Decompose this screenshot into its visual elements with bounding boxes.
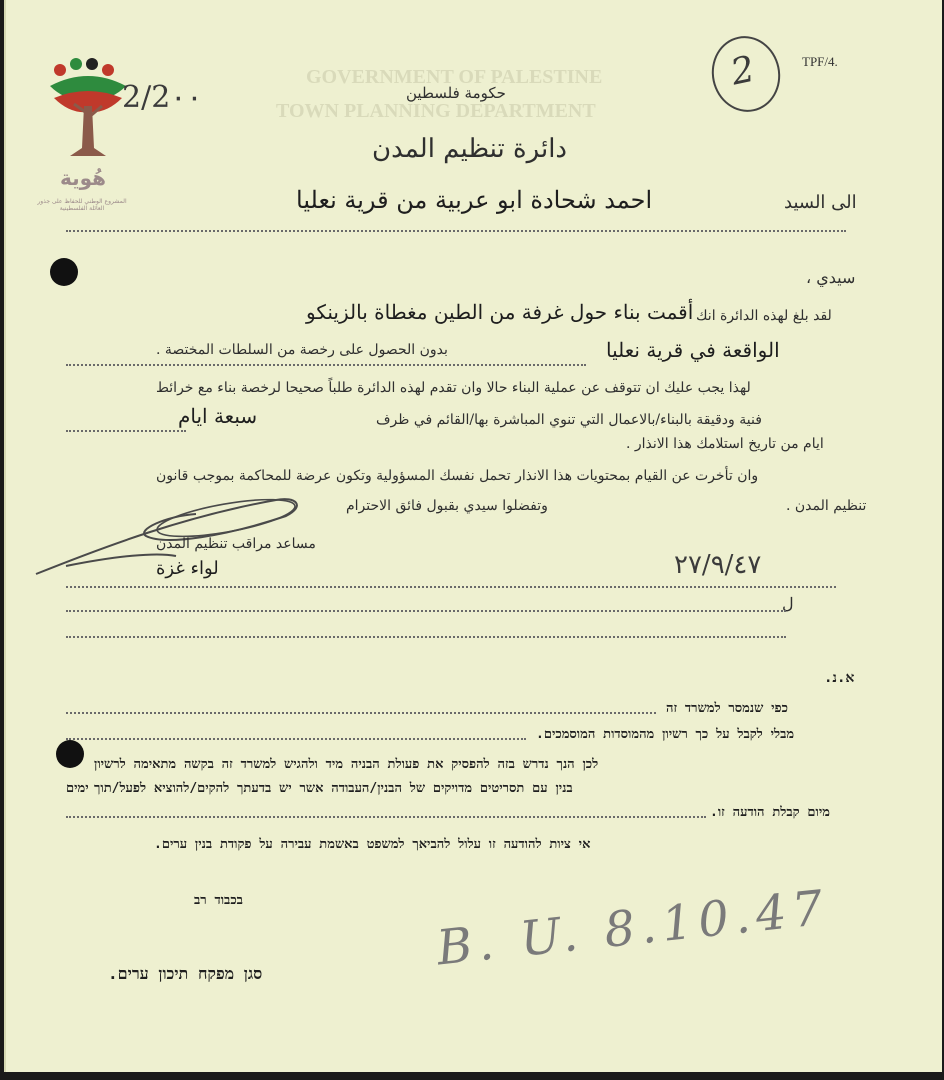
faint-english-heading-1: GOVERNMENT OF PALESTINE	[306, 66, 603, 88]
body-line2-printed: بدون الحصول على رخصة من السلطات المختصة .	[156, 342, 448, 358]
body-line1-printed: لقد بلغ لهذه الدائرة انك	[696, 308, 832, 324]
hebrew-line5-dotted	[66, 816, 706, 818]
body-line1-handwritten: أقمت بناء حول غرفة من الطين مغطاة بالزينكو	[306, 300, 694, 324]
body-line2-handwritten: الواقعة في قرية نعليا	[606, 338, 780, 362]
faint-english-heading-2: TOWN PLANNING DEPARTMENT	[276, 100, 596, 122]
hebrew-line1-dotted	[66, 712, 656, 714]
date-dotted-line	[66, 586, 836, 588]
department-heading: دائرة تنظيم المدن	[372, 134, 568, 164]
circled-page-number: 2	[705, 30, 787, 118]
hebrew-line1: כפי שנמסר למשרד זה	[666, 701, 788, 716]
para2-days-handwritten: سبعة ايام	[178, 404, 258, 428]
body-line2-dotted	[66, 364, 586, 366]
para2-line1: لهذا يجب عليك ان تتوقف عن عملية البناء حالا وان تقدم لهذه الدائرة طلباً صحيحا لرخصة بناء مع خرائط	[156, 380, 751, 396]
government-heading: حكومة فلسطين	[406, 84, 506, 102]
handwritten-date: ٢٧/٩/٤٧	[674, 550, 762, 580]
hebrew-line2: מבלי לקבל על כך רשיון מהמוסדות המוסמכים.	[536, 727, 795, 742]
hebrew-line4-end: ימים	[66, 781, 89, 796]
reference-number: 2/2٠٠	[122, 80, 203, 115]
address-dotted-1	[66, 610, 786, 612]
punch-hole-top	[50, 258, 78, 286]
hebrew-regards: בכבוד רב	[194, 893, 243, 908]
hebrew-heading: א.נ.	[824, 670, 855, 686]
recipient-name: احمد شحادة ابو عربية من قرية نعليا	[296, 186, 653, 214]
para2-line2-dotted	[66, 430, 186, 432]
hebrew-line2-dotted	[66, 738, 526, 740]
recipient-dotted-line	[66, 230, 846, 232]
signature-place: لواء غزة	[156, 558, 219, 579]
address-dotted-2	[66, 636, 786, 638]
logo-tagline: المشروع الوطني للحفاظ على جذور العائلة الفلسطينية	[37, 198, 127, 212]
hebrew-line5: מיום קבלת הודעה זו.	[710, 805, 830, 820]
handwritten-note: B. U. 8.10.47	[434, 879, 832, 977]
hebrew-signature-title: סגן מפקח תיכון ערים.	[108, 964, 263, 983]
para3-line1: وان تأخرت عن القيام بمحتويات هذا الانذار تحمل نفسك المسؤولية وتكون عرضة للمحاكمة بموجب قانون	[156, 468, 759, 484]
punch-hole-bottom	[56, 740, 84, 768]
para2-line2: فنية ودقيقة بالبناء/بالاعمال التي تنوي المباشرة بها/القائم في ظرف	[376, 412, 762, 428]
document-page	[4, 0, 942, 1072]
para2-line3: ايام من تاريخ استلامك هذا الانذار .	[626, 436, 824, 452]
hebrew-line3: לכן הנך נדרש בזה להפסיק את פעולת הבניה מיד ולהגיש למשרד זה בקשה מתאימה לרשיון	[94, 757, 599, 772]
logo-name: هُوية	[60, 166, 107, 190]
hebrew-line4: בנין עם תסריטים מדויקים של הבנין/העבודה אשר יש בדעתך להקים/להוציא לפעל/תוך	[94, 781, 573, 796]
form-code: TPF/4.	[802, 54, 838, 69]
signature-title: مساعد مراقب تنظيم المدن	[156, 536, 316, 552]
closing-phrase: وتفضلوا سيدي بقبول فائق الاحترام	[346, 498, 548, 514]
to-marker: ل	[782, 594, 794, 613]
recipient-prefix: الى السيد	[784, 192, 857, 213]
salutation: سيدي ،	[806, 268, 856, 287]
para3-line2: تنظيم المدن .	[786, 498, 867, 514]
hebrew-line6: אי ציות להודעה זו עלול להביאך למשפט באשמת עבירה על פקודת בנין ערים.	[154, 837, 591, 852]
